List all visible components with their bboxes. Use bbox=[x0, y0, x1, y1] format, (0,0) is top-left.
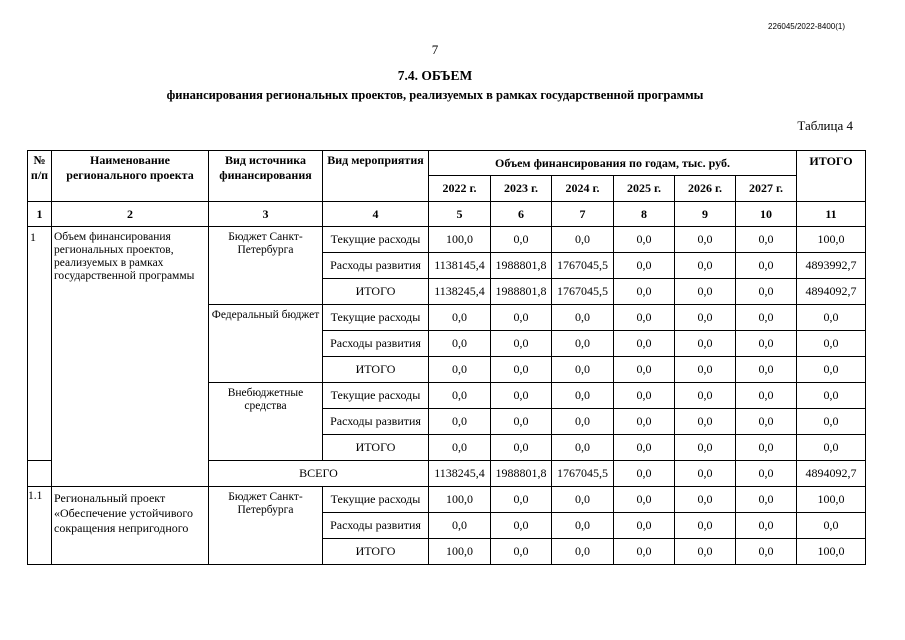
year-value-cell: 0,0 bbox=[736, 383, 797, 409]
header-source: Вид источника финансирования bbox=[209, 151, 323, 202]
year-value-cell: 0,0 bbox=[552, 487, 614, 513]
year-value-cell: 0,0 bbox=[736, 279, 797, 305]
funding-source: Федеральный бюджет bbox=[209, 305, 323, 383]
header-year: 2024 г. bbox=[552, 176, 614, 202]
year-value-cell: 0,0 bbox=[552, 409, 614, 435]
year-value-cell: 0,0 bbox=[429, 409, 491, 435]
year-value-cell: 0,0 bbox=[429, 357, 491, 383]
year-value-cell: 1767045,5 bbox=[552, 461, 614, 487]
year-value-cell: 0,0 bbox=[736, 305, 797, 331]
year-value-cell: 0,0 bbox=[491, 435, 552, 461]
year-value-cell: 0,0 bbox=[614, 279, 675, 305]
table-caption: Таблица 4 bbox=[797, 118, 853, 133]
row-total-cell: 100,0 bbox=[797, 227, 866, 253]
year-value-cell: 0,0 bbox=[675, 279, 736, 305]
column-number: 3 bbox=[209, 202, 323, 227]
year-value-cell: 0,0 bbox=[736, 513, 797, 539]
funding-source: Бюджет Санкт-Петербурга bbox=[209, 227, 323, 305]
year-value-cell: 0,0 bbox=[675, 227, 736, 253]
year-value-cell: 0,0 bbox=[491, 357, 552, 383]
year-value-cell: 0,0 bbox=[491, 487, 552, 513]
year-value-cell: 0,0 bbox=[614, 513, 675, 539]
header-year: 2026 г. bbox=[675, 176, 736, 202]
row-total-cell: 4894092,7 bbox=[797, 461, 866, 487]
year-value-cell: 0,0 bbox=[552, 383, 614, 409]
document-id: 226045/2022-8400(1) bbox=[768, 22, 845, 31]
year-value-cell: 0,0 bbox=[429, 305, 491, 331]
year-value-cell: 0,0 bbox=[614, 383, 675, 409]
year-value-cell: 1988801,8 bbox=[491, 461, 552, 487]
column-number: 4 bbox=[323, 202, 429, 227]
year-value-cell: 0,0 bbox=[614, 435, 675, 461]
year-value-cell: 0,0 bbox=[614, 461, 675, 487]
table-row bbox=[28, 487, 866, 513]
project-name: Региональный проект «Обеспечение устойчивого сокращения непригодного bbox=[52, 487, 209, 565]
activity-type: Текущие расходы bbox=[323, 305, 429, 331]
activity-type: Расходы развития bbox=[323, 513, 429, 539]
activity-type: Расходы развития bbox=[323, 331, 429, 357]
year-value-cell: 0,0 bbox=[675, 357, 736, 383]
row-num bbox=[28, 461, 52, 487]
row-total-cell: 0,0 bbox=[797, 513, 866, 539]
year-value-cell: 0,0 bbox=[675, 383, 736, 409]
page-number: 7 bbox=[431, 42, 439, 57]
year-value-cell: 0,0 bbox=[614, 539, 675, 565]
year-value-cell: 0,0 bbox=[491, 305, 552, 331]
year-value-cell: 0,0 bbox=[675, 305, 736, 331]
column-number: 1 bbox=[28, 202, 52, 227]
year-value-cell: 0,0 bbox=[614, 357, 675, 383]
activity-type: ИТОГО bbox=[323, 279, 429, 305]
year-value-cell: 0,0 bbox=[552, 305, 614, 331]
year-value-cell: 0,0 bbox=[736, 409, 797, 435]
year-value-cell: 0,0 bbox=[552, 357, 614, 383]
year-value-cell: 0,0 bbox=[614, 227, 675, 253]
row-total-cell: 0,0 bbox=[797, 435, 866, 461]
row-total-cell: 4894092,7 bbox=[797, 279, 866, 305]
header-project-name: Наименование регионального проекта bbox=[52, 151, 209, 202]
year-value-cell: 0,0 bbox=[491, 383, 552, 409]
header-num: № п/п bbox=[28, 151, 52, 202]
year-value-cell: 0,0 bbox=[429, 383, 491, 409]
year-value-cell: 1988801,8 bbox=[491, 253, 552, 279]
year-value-cell: 0,0 bbox=[491, 539, 552, 565]
year-value-cell: 0,0 bbox=[736, 435, 797, 461]
year-value-cell: 0,0 bbox=[614, 253, 675, 279]
column-number: 9 bbox=[675, 202, 736, 227]
column-number: 8 bbox=[614, 202, 675, 227]
year-value-cell: 0,0 bbox=[614, 331, 675, 357]
table-row bbox=[28, 227, 866, 253]
year-value-cell: 1767045,5 bbox=[552, 279, 614, 305]
year-value-cell: 0,0 bbox=[552, 435, 614, 461]
header-total: ИТОГО bbox=[797, 151, 866, 202]
year-value-cell: 0,0 bbox=[736, 331, 797, 357]
year-value-cell: 0,0 bbox=[675, 253, 736, 279]
column-number: 7 bbox=[552, 202, 614, 227]
activity-type: ИТОГО bbox=[323, 539, 429, 565]
header-year: 2023 г. bbox=[491, 176, 552, 202]
year-value-cell: 0,0 bbox=[675, 513, 736, 539]
header-volume: Объем финансирования по годам, тыс. руб. bbox=[429, 151, 797, 176]
header-year: 2022 г. bbox=[429, 176, 491, 202]
column-numbers-row bbox=[28, 202, 866, 227]
year-value-cell: 0,0 bbox=[736, 539, 797, 565]
column-number: 11 bbox=[797, 202, 866, 227]
activity-type: ИТОГО bbox=[323, 435, 429, 461]
year-value-cell: 0,0 bbox=[429, 435, 491, 461]
activity-type: Расходы развития bbox=[323, 253, 429, 279]
year-value-cell: 0,0 bbox=[491, 331, 552, 357]
row-num: 1.1 bbox=[28, 487, 52, 565]
year-value-cell: 0,0 bbox=[675, 409, 736, 435]
grand-total-label: ВСЕГО bbox=[209, 461, 429, 487]
year-value-cell: 0,0 bbox=[552, 539, 614, 565]
year-value-cell: 0,0 bbox=[736, 227, 797, 253]
year-value-cell: 0,0 bbox=[429, 513, 491, 539]
year-value-cell: 0,0 bbox=[491, 513, 552, 539]
year-value-cell: 0,0 bbox=[736, 253, 797, 279]
year-value-cell: 0,0 bbox=[675, 435, 736, 461]
row-total-cell: 0,0 bbox=[797, 383, 866, 409]
year-value-cell: 0,0 bbox=[675, 487, 736, 513]
column-number: 10 bbox=[736, 202, 797, 227]
year-value-cell: 1138145,4 bbox=[429, 253, 491, 279]
activity-type: Текущие расходы bbox=[323, 383, 429, 409]
document-title: 7.4. ОБЪЕМ bbox=[397, 68, 473, 83]
year-value-cell: 0,0 bbox=[491, 227, 552, 253]
row-total-cell: 0,0 bbox=[797, 357, 866, 383]
year-value-cell: 0,0 bbox=[736, 487, 797, 513]
year-value-cell: 100,0 bbox=[429, 487, 491, 513]
year-value-cell: 1767045,5 bbox=[552, 253, 614, 279]
row-total-cell: 0,0 bbox=[797, 305, 866, 331]
funding-source: Внебюджетные средства bbox=[209, 383, 323, 461]
year-value-cell: 1988801,8 bbox=[491, 279, 552, 305]
funding-source: Бюджет Санкт-Петербурга bbox=[209, 487, 323, 565]
year-value-cell: 0,0 bbox=[552, 331, 614, 357]
year-value-cell: 0,0 bbox=[675, 539, 736, 565]
activity-type: Расходы развития bbox=[323, 409, 429, 435]
year-value-cell: 0,0 bbox=[552, 513, 614, 539]
year-value-cell: 100,0 bbox=[429, 539, 491, 565]
year-value-cell: 0,0 bbox=[736, 357, 797, 383]
header-year: 2025 г. bbox=[614, 176, 675, 202]
row-num: 1 bbox=[28, 227, 52, 461]
year-value-cell: 0,0 bbox=[675, 331, 736, 357]
year-value-cell: 0,0 bbox=[675, 461, 736, 487]
column-number: 2 bbox=[52, 202, 209, 227]
activity-type: Текущие расходы bbox=[323, 227, 429, 253]
row-total-cell: 4893992,7 bbox=[797, 253, 866, 279]
year-value-cell: 100,0 bbox=[429, 227, 491, 253]
column-number: 6 bbox=[491, 202, 552, 227]
year-value-cell: 0,0 bbox=[429, 331, 491, 357]
year-value-cell: 1138245,4 bbox=[429, 279, 491, 305]
financing-table bbox=[27, 150, 866, 565]
year-value-cell: 0,0 bbox=[491, 409, 552, 435]
activity-type: ИТОГО bbox=[323, 357, 429, 383]
year-value-cell: 1138245,4 bbox=[429, 461, 491, 487]
activity-type: Текущие расходы bbox=[323, 487, 429, 513]
column-number: 5 bbox=[429, 202, 491, 227]
row-total-cell: 0,0 bbox=[797, 331, 866, 357]
year-value-cell: 0,0 bbox=[614, 409, 675, 435]
row-total-cell: 0,0 bbox=[797, 409, 866, 435]
year-value-cell: 0,0 bbox=[614, 487, 675, 513]
row-total-cell: 100,0 bbox=[797, 487, 866, 513]
row-total-cell: 100,0 bbox=[797, 539, 866, 565]
header-year: 2027 г. bbox=[736, 176, 797, 202]
document-subtitle: финансирования региональных проектов, реализуемых в рамках государственной программы bbox=[166, 88, 704, 102]
year-value-cell: 0,0 bbox=[614, 305, 675, 331]
year-value-cell: 0,0 bbox=[552, 227, 614, 253]
project-name: Объем финансирования региональных проектов, реализуемых в рамках государственной программы bbox=[52, 227, 209, 487]
header-activity: Вид мероприятия bbox=[323, 151, 429, 202]
year-value-cell: 0,0 bbox=[736, 461, 797, 487]
